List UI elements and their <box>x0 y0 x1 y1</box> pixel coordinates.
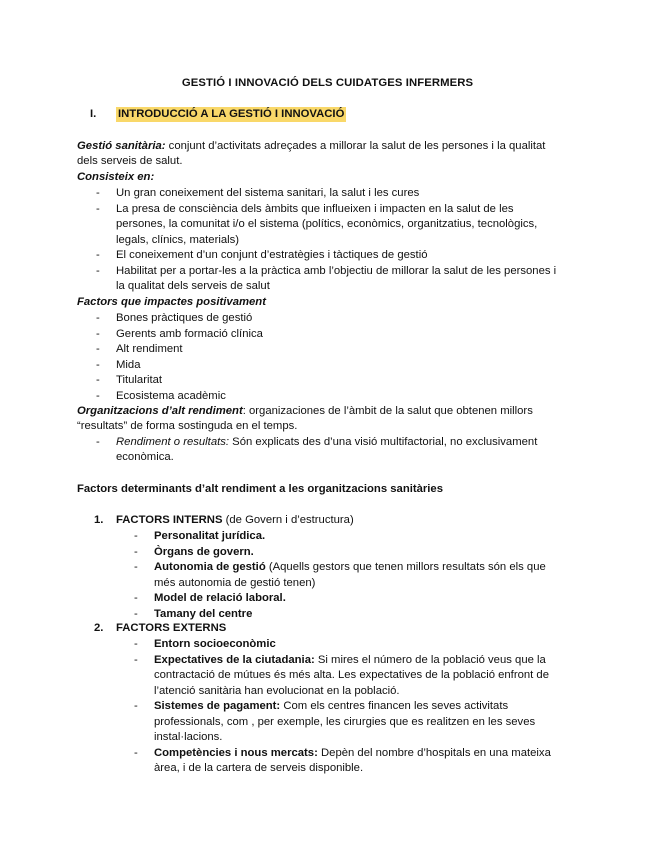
interns-title: FACTORS INTERNS <box>116 514 223 526</box>
rendiment-dash: - <box>96 436 100 448</box>
consisteix-item: legals, clínics, materials) <box>116 233 240 246</box>
section-number: I. <box>90 108 97 120</box>
organitzacions-definition <box>77 404 533 419</box>
bullet-dash: - <box>96 327 100 340</box>
sub-item-label: Entorn socioeconòmic <box>154 638 276 650</box>
consisteix-heading: Consisteix en: <box>77 171 155 183</box>
sub-bullet-dash: - <box>134 746 138 759</box>
gestio-def-line1: conjunt d’activitats adreçades a millorar la salut de les persones i la qualitat <box>165 140 546 152</box>
factors-impacte-heading: Factors que impactes positivament <box>77 296 266 308</box>
consisteix-item: persones, la comunitat i/o el sistema (polítics, econòmics, organitzatius, tecnològics, <box>116 218 538 230</box>
interns-note: (de Govern i d’estructura) <box>222 514 354 526</box>
sub-item-continuation: professionals, com , per exemple, les cirurgies que es realitzen en les seves <box>154 715 536 728</box>
sub-item-label: Model de relació laboral. <box>154 592 286 604</box>
externs-title: FACTORS EXTERNS <box>116 622 227 634</box>
impacte-item: Titularitat <box>116 374 163 386</box>
sub-bullet-dash: - <box>134 700 138 712</box>
consisteix-item: La presa de consciència dels àmbits que influeixen i impacten en la salut de les <box>116 202 514 215</box>
sub-item-label: Expectatives de la ciutadania: <box>154 653 315 666</box>
rendiment-line2: econòmica. <box>116 451 174 463</box>
bullet-dash: - <box>96 264 100 277</box>
sub-bullet-dash: - <box>134 607 138 620</box>
sub-item-line <box>154 699 508 714</box>
bullet-dash: - <box>96 202 100 215</box>
organitzacions-term: Organitzacions d’alt rendiment <box>77 405 243 417</box>
impacte-item: Gerents amb formació clínica <box>116 327 263 340</box>
consisteix-item: El coneixement d’un conjunt d’estratègies i tàctiques de gestió <box>116 249 428 261</box>
sub-item-text: Com els centres financen les seves activitats <box>280 700 509 712</box>
sub-item-label: Òrgans de govern. <box>154 545 254 558</box>
sub-item-continuation: àrea, i de la cartera de serveis disponible. <box>154 762 364 774</box>
document-title: GESTIÓ I INNOVACIÓ DELS CUIDATGES INFERMERS <box>181 77 474 89</box>
gestio-def-line2: dels serveis de salut. <box>77 155 183 167</box>
organitzacions-def-line1: : organizaciones de l’àmbit de la salut que obtenen millors <box>242 405 533 417</box>
bullet-dash: - <box>96 358 100 371</box>
rendiment-text: Són explicats des d’una visió multifactorial, no exclusivament <box>229 436 538 448</box>
bullet-dash: - <box>96 374 100 386</box>
sub-bullet-dash: - <box>134 545 138 558</box>
sub-bullet-dash: - <box>134 530 138 542</box>
gestio-definition <box>77 139 545 154</box>
bullet-dash: - <box>96 343 100 355</box>
sub-item-continuation: més autonomia de gestió tenen) <box>154 576 316 589</box>
impacte-item: Ecosistema acadèmic <box>116 389 226 402</box>
sub-item-text: Depèn del nombre d’hospitals en una mateixa <box>317 746 551 759</box>
sub-item-line <box>154 746 551 761</box>
sub-bullet-dash: - <box>134 592 138 604</box>
interns-heading <box>94 513 103 528</box>
impacte-item: Mida <box>116 358 141 371</box>
sub-item-label: Personalitat jurídica. <box>154 530 266 542</box>
organitzacions-def-line2: “resultats” de forma sostinguda en el temps. <box>77 420 298 432</box>
consisteix-item: la qualitat dels serveis de salut <box>116 280 270 292</box>
sub-item-label: Competències i nous mercats: <box>154 746 318 759</box>
sub-item-line <box>154 637 276 652</box>
interns-heading-text <box>116 513 354 528</box>
sub-item-text: Si mires el número de la població veus que la <box>314 653 546 666</box>
sub-item-line <box>154 560 546 575</box>
sub-item-label: Tamany del centre <box>154 607 253 620</box>
consisteix-item: Un gran coneixement del sistema sanitari, la salut i les cures <box>116 187 420 199</box>
impacte-item: Alt rendiment <box>116 343 183 355</box>
consisteix-item: Habilitat per a portar-les a la pràctica amb l’objectiu de millorar la salut de les persones i <box>116 264 557 277</box>
sub-item-label: Sistemes de pagament: <box>154 700 281 712</box>
sub-bullet-dash: - <box>134 653 138 666</box>
gestio-term: Gestió sanitària: <box>77 140 166 152</box>
sub-item-line <box>154 545 254 560</box>
sub-item-line <box>154 529 265 544</box>
sub-bullet-dash: - <box>134 561 138 573</box>
sub-item-text: (Aquells gestors que tenen millors resultats són els que <box>265 561 546 573</box>
sub-item-continuation: instal·lacions. <box>154 731 223 743</box>
section-title: INTRODUCCIÓ A LA GESTIÓ I INNOVACIÓ <box>118 108 345 120</box>
rendiment-line1 <box>116 435 537 450</box>
interns-number: 1. <box>94 514 104 526</box>
sub-bullet-dash: - <box>134 638 138 650</box>
determinants-heading: Factors determinants d’alt rendiment a les organitzacions sanitàries <box>77 483 444 495</box>
sub-item-line <box>154 591 286 606</box>
rendiment-term: Rendiment o resultats: <box>116 436 230 448</box>
externs-number: 2. <box>94 622 104 634</box>
sub-item-continuation: contractació de mútues és més alta. Les expectatives de la població enfront de <box>154 669 549 681</box>
bullet-dash: - <box>96 187 100 199</box>
sub-item-label: Autonomia de gestió <box>154 561 266 573</box>
sub-item-continuation: l’atenció sanitària han evolucionat en la població. <box>154 684 400 697</box>
sub-item-line <box>154 653 546 668</box>
bullet-dash: - <box>96 389 100 402</box>
impacte-item: Bones pràctiques de gestió <box>116 312 253 324</box>
bullet-dash: - <box>96 249 100 261</box>
sub-item-line <box>154 607 252 622</box>
bullet-dash: - <box>96 312 100 324</box>
